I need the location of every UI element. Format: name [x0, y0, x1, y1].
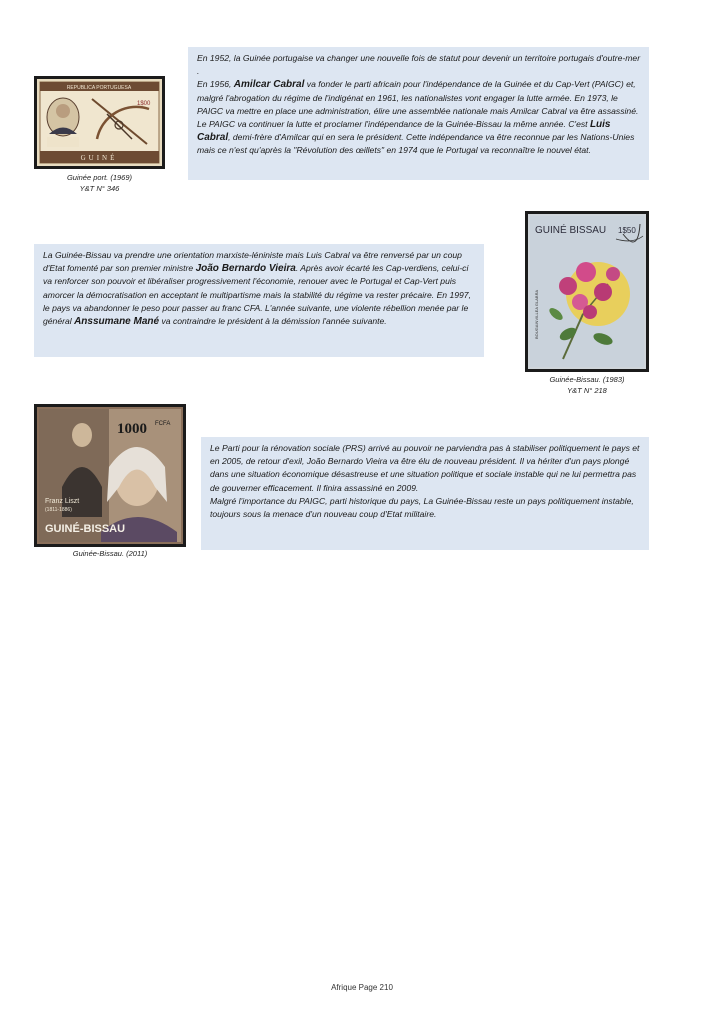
name-joao-bernardo-vieira: João Bernardo Vieira: [195, 263, 296, 275]
stamp3-person-name: Franz Liszt: [45, 498, 80, 505]
stamp3-currency: FCFA: [155, 421, 171, 427]
bougainvillea-stamp-illustration: [528, 214, 646, 369]
stamp3-country: GUINÉ-BISSAU: [45, 523, 126, 535]
text-block-1: [188, 47, 649, 180]
stamp-guinee-bissau-1983: [525, 211, 649, 372]
text-block-1-para-2: En 1956, Amilcar Cabral va fonder le parti africain pour l'indépendance de la Guinée et du Cap-Vert (PAIGC) et, malgré l'abrogation du régime de l'indigénat en 1961, les nationalistes vont engager la lutte armée. En 1973, le PAIGC va mettre en place une administration, élire une assemblée nationale mais Amilcar Cabral va être assassiné. Le PAIGC va continuer la lutte et proclamer l'indépendance de la Guinée-Bissau la même année. C'est Luis Cabral, demi-frère d'Amilcar qui en sera le président. Cette indépendance va être reconnue par les Nations-Unies mais ce n'est qu'après la "Révolution des œillets" en 1974 que le Portugal va reconnaître le nouvel état.: [197, 79, 639, 156]
stamp2-side-text: BOUGAINVILLEA GLABRA: [534, 289, 539, 339]
text-block-2: [34, 244, 484, 357]
stamp3-person-dates: (1811-1886): [45, 507, 72, 513]
sextant-stamp-illustration: [37, 79, 162, 166]
stamp-guinee-bissau-2011: [34, 404, 186, 547]
stamp3-caption-title: Guinée-Bissau. (2011): [72, 549, 148, 558]
name-anssumane-mane: Anssumane Mané: [74, 316, 160, 328]
stamp2-caption-title: Guinée-Bissau. (1983): [549, 375, 625, 384]
page-footer: Afrique Page 210: [331, 983, 393, 992]
stamp1-caption-catalog: Y&T N° 346: [79, 184, 120, 193]
name-amilcar-cabral: Amilcar Cabral: [233, 79, 305, 91]
stamp1-caption-title: Guinée port. (1969): [66, 173, 133, 182]
stamp1-caption: [34, 172, 165, 194]
stamp2-value: 1$50: [618, 226, 636, 235]
stamp2-caption: [525, 374, 649, 396]
text-block-2-para: La Guinée-Bissau va prendre une orientation marxiste-léniniste mais Luis Cabral va être renversé par un coup d'Etat fomenté par son premier ministre João Bernardo Vieira. Après avoir écarté les Cap-verdiens, celui-ci va renforcer son pouvoir et libéraliser progressivement l'économie, renouer avec le Portugal et Cap-Vert puis amorcer la démocratisation en acceptant le multipartisme mais la stabilité du régime va rester précaire. En 1997, le pays va abandonner le peso pour passer au franc CFA. L'année suivante, une violente rébellion menée par le général Anssumane Mané va contraindre le président à la démission l'année suivante.: [43, 250, 471, 328]
text-block-3-para-2: Malgré l'importance du PAIGC, parti historique du pays, La Guinée-Bissau reste un pays politiquement instable, toujours sous la menace d'un nouveau coup d'Etat militaire.: [210, 495, 634, 520]
stamp3-value: 1000: [117, 421, 147, 437]
stamp-guinee-port-1969: [34, 76, 165, 169]
name-luis-cabral: Luis Cabral: [197, 119, 611, 144]
text-block-3: [201, 437, 649, 550]
stamp3-caption: [34, 548, 186, 559]
stamp1-top-text: REPUBLICA PORTUGUESA: [66, 85, 132, 91]
text-block-3-para-1: Le Parti pour la rénovation sociale (PRS) arrivé au pouvoir ne parviendra pas à stabiliser politiquement le pays et en 2005, de retour d'exil, João Bernardo Vieira va être élu de nouveau président. Il va hériter d'un pays plongé dans une situation économique désastreuse et une situation politique et sociale instable qui ne lui permettra pas de gouverner efficacement. Il finira assassiné en 2009.: [210, 443, 640, 493]
stamp2-country: GUINÉ BISSAU: [535, 225, 607, 236]
stamp1-country: GUINÉ: [80, 154, 118, 162]
text-block-1-para-1: En 1952, la Guinée portugaise va changer une nouvelle fois de statut pour devenir un territoire portugais d'outre-mer .: [197, 53, 641, 77]
stamp2-caption-catalog: Y&T N° 218: [567, 386, 607, 395]
stamp1-value: 1$00: [137, 101, 151, 107]
liszt-stamp-illustration: [37, 407, 183, 544]
